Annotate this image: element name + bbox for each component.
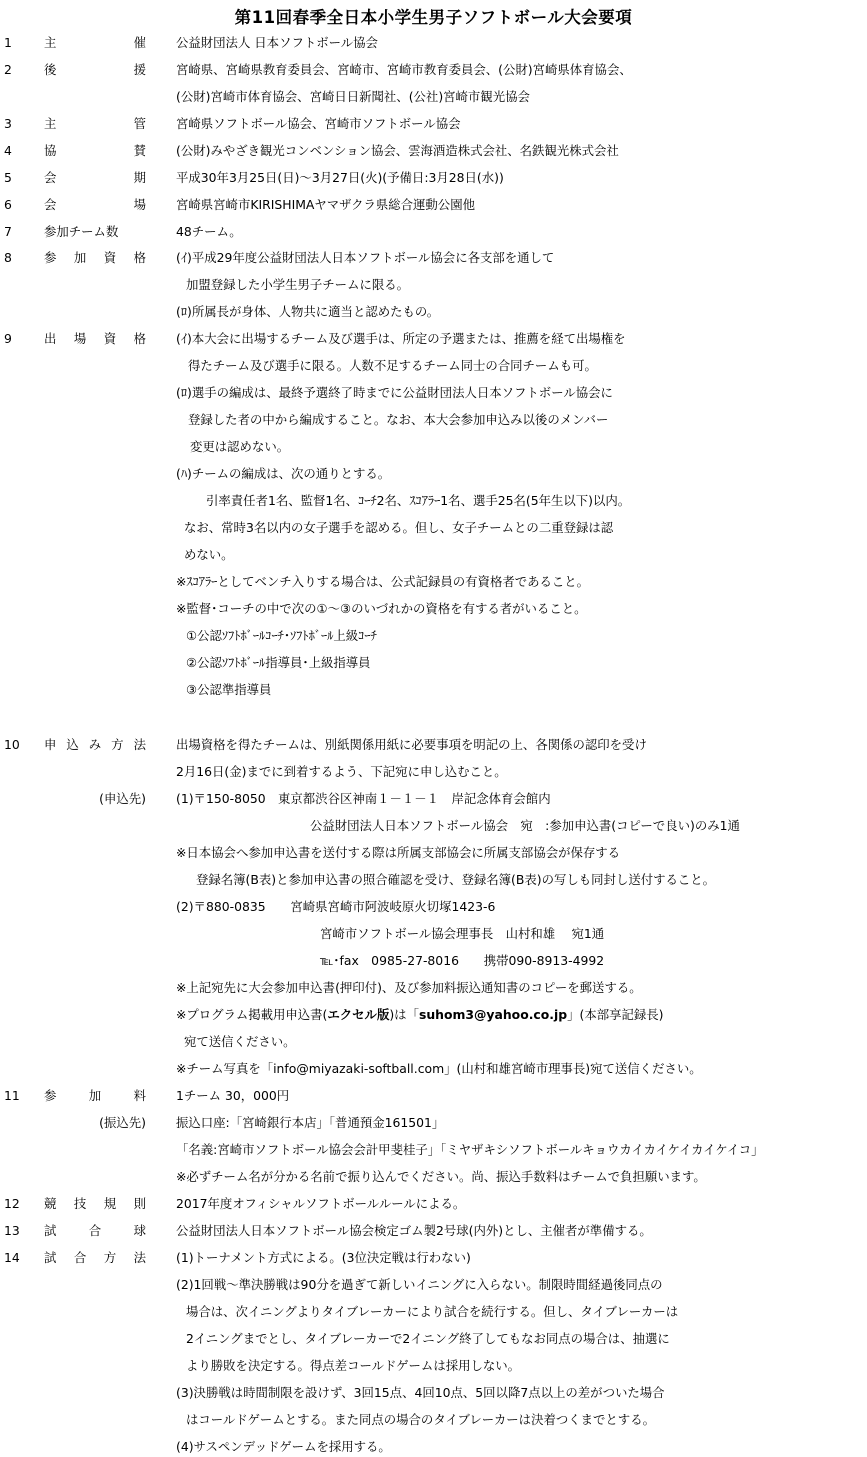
item-label-char: 則 <box>133 1196 146 1211</box>
item-content: 48チーム。 <box>176 224 242 239</box>
content-text: )は「 <box>389 1007 419 1022</box>
document-line <box>0 1167 867 1187</box>
document-line <box>0 114 867 134</box>
item-label-char: 出 <box>44 331 57 346</box>
item-label-char: 資 <box>103 250 117 265</box>
item-content: ②公認ｿﾌﾄﾎﾞｰﾙ指導員･上級指導員 <box>186 655 371 670</box>
document-line <box>0 1383 867 1403</box>
item-label-char: 試 <box>44 1223 57 1238</box>
item-content: ※必ずチーム名が分かる名前で振り込んでください。尚、振込手数料はチームで負担願います。 <box>176 1169 706 1184</box>
item-label-char: 方 <box>111 737 124 752</box>
item-content: 得たチーム及び選手に限る。人数不足するチーム同士の合同チームも可。 <box>188 358 597 373</box>
document-line <box>0 464 867 484</box>
item-label <box>44 168 146 188</box>
item-label <box>44 735 146 755</box>
item-label-char: 加 <box>88 1088 102 1103</box>
item-content: 宮崎県ソフトボール協会、宮崎市ソフトボール協会 <box>176 116 461 131</box>
item-content: 2月16日(金)までに到着するよう、下記宛に申し込むこと。 <box>176 764 507 779</box>
document-title: 第11回春季全日本小学生男子ソフトボール大会要項 <box>234 8 633 27</box>
item-number: 10 <box>4 737 20 752</box>
document-line <box>0 195 867 215</box>
item-content: (4)サスペンデッドゲームを採用する。 <box>176 1439 391 1454</box>
document-line <box>0 653 867 673</box>
item-label-char: 賛 <box>133 143 146 158</box>
item-label-char: 法 <box>133 737 146 752</box>
item-number: 5 <box>4 170 12 185</box>
emphasis-text: エクセル版 <box>327 1007 390 1022</box>
item-label-char: 後 <box>44 62 57 77</box>
document-line <box>0 383 867 403</box>
item-label <box>44 195 146 215</box>
document-line <box>0 410 867 430</box>
document-line <box>0 816 867 836</box>
document-line <box>0 1437 867 1457</box>
item-label-char: 合 <box>73 1250 87 1265</box>
document-line <box>0 329 867 349</box>
emphasis-text: suhom3@yahoo.co.jp <box>418 1007 568 1022</box>
item-number: 9 <box>4 331 12 346</box>
item-sublabel: (振込先) <box>99 1115 146 1130</box>
item-content: 登録名簿(B表)と参加申込書の照合確認を受け、登録名簿(B表)の写しも同封し送付すること。 <box>196 872 716 887</box>
item-content: (ﾛ)選手の編成は、最終予選終了時までに公益財団法人日本ソフトボール協会に <box>176 385 613 400</box>
item-label-char: 参 <box>44 250 57 265</box>
item-label-char: 競 <box>44 1196 57 1211</box>
item-label-char: 期 <box>133 170 146 185</box>
item-label-char: 規 <box>103 1196 117 1211</box>
document-line <box>0 248 867 268</box>
item-content: 場合は、次イニングよりタイブレーカーにより試合を続行する。但し、タイブレーカーは <box>186 1304 679 1319</box>
item-number: 8 <box>4 250 12 265</box>
item-content: 2イニングまでとし、タイブレーカーで2イニング終了してもなお同点の場合は、抽選に <box>186 1331 670 1346</box>
document-line <box>0 168 867 188</box>
item-content: めない。 <box>184 547 234 562</box>
item-number: 2 <box>4 62 12 77</box>
item-label-char: 球 <box>133 1223 146 1238</box>
item-label <box>44 60 146 80</box>
item-content: ①公認ｿﾌﾄﾎﾞｰﾙｺｰﾁ･ｿﾌﾄﾎﾞｰﾙ上級ｺｰﾁ <box>186 628 377 643</box>
item-label <box>44 1221 146 1241</box>
item-label <box>44 329 146 349</box>
document-line <box>0 1248 867 1268</box>
item-content: 変更は認めない。 <box>190 439 290 454</box>
item-number: 1 <box>4 35 12 50</box>
item-number: 13 <box>4 1223 20 1238</box>
item-label <box>44 141 146 161</box>
item-label-char: 管 <box>133 116 146 131</box>
document-line <box>0 141 867 161</box>
item-number: 6 <box>4 197 12 212</box>
document-line <box>0 572 867 592</box>
document-line <box>0 843 867 863</box>
item-label-char: 援 <box>133 62 146 77</box>
item-content: 宮崎市ソフトボール協会理事長 山村和雄 宛1通 <box>320 926 605 941</box>
document-line <box>0 870 867 890</box>
document-line <box>0 60 867 80</box>
item-content: (ｲ)平成29年度公益財団法人日本ソフトボール協会に各支部を通して <box>176 250 555 265</box>
item-content: (公財)宮崎市体育協会、宮崎日日新聞社、(公社)宮崎市観光協会 <box>176 89 530 104</box>
item-number: 12 <box>4 1196 20 1211</box>
item-content: ※ｽｺｱﾗｰとしてベンチ入りする場合は、公式記録員の有資格者であること。 <box>176 574 590 589</box>
item-label-char: 催 <box>133 35 146 50</box>
item-number: 7 <box>4 224 12 239</box>
item-content: 宮崎県宮崎市KIRISHIMAヤマザクラ県総合運動公園他 <box>176 197 475 212</box>
document-line <box>0 222 867 242</box>
item-content: (公財)みやざき観光コンベンション協会、雲海酒造株式会社、名鉄観光株式会社 <box>176 143 619 158</box>
item-content: 公益財団法人日本ソフトボール協会 宛 :参加申込書(コピーで良い)のみ1通 <box>310 818 740 833</box>
document-line <box>0 599 867 619</box>
item-content: なお、常時3名以内の女子選手を認める。但し、女子チームとの二重登録は認 <box>184 520 614 535</box>
item-number: 11 <box>4 1088 20 1103</box>
item-content: (ﾊ)チームの編成は、次の通りとする。 <box>176 466 391 481</box>
item-label-char: 料 <box>133 1088 146 1103</box>
item-content: 宛て送信ください。 <box>184 1034 296 1049</box>
document-line <box>0 1275 867 1295</box>
item-label-char: 場 <box>73 331 87 346</box>
item-content: 公益財団法人日本ソフトボール協会検定ゴム製2号球(内外)とし、主催者が準備する。 <box>176 1223 652 1238</box>
item-content: ※上記宛先に大会参加申込書(押印付)、及び参加料振込通知書のコピーを郵送する。 <box>176 980 642 995</box>
item-label-char: 会 <box>44 170 57 185</box>
document-line <box>0 87 867 107</box>
item-content: ℡･fax 0985-27-8016 携帯090-8913-4992 <box>320 953 605 968</box>
item-content: (2)1回戦～準決勝戦は90分を過ぎて新しいイニングに入らない。制限時間経過後同点の <box>176 1277 663 1292</box>
item-content: ※監督･コーチの中で次の①～③のいづれかの資格を有する者がいること。 <box>176 601 587 616</box>
document-line <box>0 1302 867 1322</box>
item-label-char: 加 <box>73 250 87 265</box>
item-label-char: 法 <box>133 1250 146 1265</box>
item-label <box>44 33 146 53</box>
item-label-char: 協 <box>44 143 57 158</box>
document-line <box>0 1329 867 1349</box>
item-label-char: み <box>88 737 102 752</box>
item-label-char: 参 <box>44 1088 57 1103</box>
document-line <box>0 924 867 944</box>
item-label-char: 申 <box>44 737 57 752</box>
document-line <box>0 789 867 809</box>
item-label-char: 技 <box>73 1196 87 1211</box>
item-content: ③公認準指導員 <box>186 682 272 697</box>
document-line <box>0 275 867 295</box>
item-label <box>44 248 146 268</box>
content-text: 」(本部享記録長) <box>567 1007 664 1022</box>
document-line <box>0 680 867 700</box>
item-label-char: 主 <box>44 35 57 50</box>
document-line <box>0 897 867 917</box>
item-content: 1チーム 30，000円 <box>176 1088 290 1103</box>
item-content: 登録した者の中から編成すること。なお、本大会参加申込み以後のメンバー <box>188 412 609 427</box>
item-content: 出場資格を得たチームは、別紙関係用紙に必要事項を明記の上、各関係の認印を受け <box>176 737 647 752</box>
item-label-char: 合 <box>88 1223 102 1238</box>
document-line <box>0 1221 867 1241</box>
item-content: 「名義:宮崎市ソフトボール協会会計甲斐桂子」「ミヤザキシソフトボールキョウカイカイケイカイケイコ」 <box>176 1142 764 1157</box>
item-label <box>44 222 146 242</box>
document-line <box>0 1194 867 1214</box>
item-content: ※チーム写真を「info@miyazaki-softball.com」(山村和雄宮崎市理事長)宛て送信ください。 <box>176 1061 702 1076</box>
document-line <box>0 951 867 971</box>
item-content: より勝敗を決定する。得点差コールドゲームは採用しない。 <box>186 1358 521 1373</box>
content-text: ※プログラム掲載用申込書( <box>176 1007 328 1022</box>
document-line <box>0 437 867 457</box>
item-label-char: 試 <box>44 1250 57 1265</box>
item-label-char: 方 <box>103 1250 117 1265</box>
item-label-char: 会 <box>44 197 57 212</box>
document-line <box>0 356 867 376</box>
item-label-char: 参加チーム数 <box>44 224 119 239</box>
document-line <box>0 1410 867 1430</box>
item-content: (1)〒150-8050 東京都渋谷区神南１－１－１ 岸記念体育会館内 <box>176 791 551 806</box>
item-label-char: 資 <box>103 331 117 346</box>
item-content: (3)決勝戦は時間制限を設けず、3回15点、4回10点、5回以降7点以上の差がついた場合 <box>176 1385 665 1400</box>
document-line <box>0 518 867 538</box>
item-content: はコールドゲームとする。また同点の場合のタイブレーカーは決着つくまでとする。 <box>186 1412 655 1427</box>
document-line <box>0 626 867 646</box>
item-label <box>44 1086 146 1106</box>
item-number: 3 <box>4 116 12 131</box>
document-line <box>0 1059 867 1079</box>
document-line <box>0 735 867 755</box>
item-label <box>44 114 146 134</box>
item-content: 宮崎県、宮崎県教育委員会、宮崎市、宮崎市教育委員会、(公財)宮崎県体育協会、 <box>176 62 632 77</box>
item-content: ※日本協会へ参加申込書を送付する際は所属支部協会に所属支部協会が保存する <box>176 845 621 860</box>
item-label-char: 主 <box>44 116 57 131</box>
document-line <box>0 1113 867 1133</box>
item-content: (ﾛ)所属長が身体、人物共に適当と認めたもの。 <box>176 304 440 319</box>
item-content: 振込口座:「宮崎銀行本店」「普通預金161501」 <box>176 1115 445 1130</box>
item-label-char: 込 <box>66 737 79 752</box>
item-label-char: 場 <box>133 197 146 212</box>
item-number: 14 <box>4 1250 20 1265</box>
item-content: 引率責任者1名、監督1名、ｺｰﾁ2名、ｽｺｱﾗｰ1名、選手25名(5年生以下)以内。 <box>206 493 631 508</box>
item-content: (ｲ)本大会に出場するチーム及び選手は、所定の予選または、推薦を経て出場権を <box>176 331 626 346</box>
document-line <box>0 1140 867 1160</box>
item-content: 2017年度オフィシャルソフトボールルールによる。 <box>176 1196 466 1211</box>
item-content: (1)トーナメント方式による。(3位決定戦は行わない) <box>176 1250 471 1265</box>
document-line <box>0 33 867 53</box>
document-line <box>0 978 867 998</box>
document-line <box>0 491 867 511</box>
item-content: 加盟登録した小学生男子チームに限る。 <box>186 277 410 292</box>
document-line <box>0 1356 867 1376</box>
document-line <box>0 545 867 565</box>
document-line <box>0 1005 867 1025</box>
item-label-char: 格 <box>133 250 146 265</box>
document-line <box>0 302 867 322</box>
document-line <box>0 762 867 782</box>
item-content: 公益財団法人 日本ソフトボール協会 <box>176 35 378 50</box>
item-sublabel: (申込先) <box>99 791 146 806</box>
item-content <box>176 1005 664 1025</box>
item-number: 4 <box>4 143 12 158</box>
document-line <box>0 1032 867 1052</box>
item-label <box>44 1194 146 1214</box>
item-content: (2)〒880-0835 宮崎県宮崎市阿波岐原火切塚1423-6 <box>176 899 496 914</box>
item-content: 平成30年3月25日(日)～3月27日(火)(予備日:3月28日(水)) <box>176 170 504 185</box>
document-line <box>0 1086 867 1106</box>
item-label-char: 格 <box>133 331 146 346</box>
item-label <box>44 1248 146 1268</box>
